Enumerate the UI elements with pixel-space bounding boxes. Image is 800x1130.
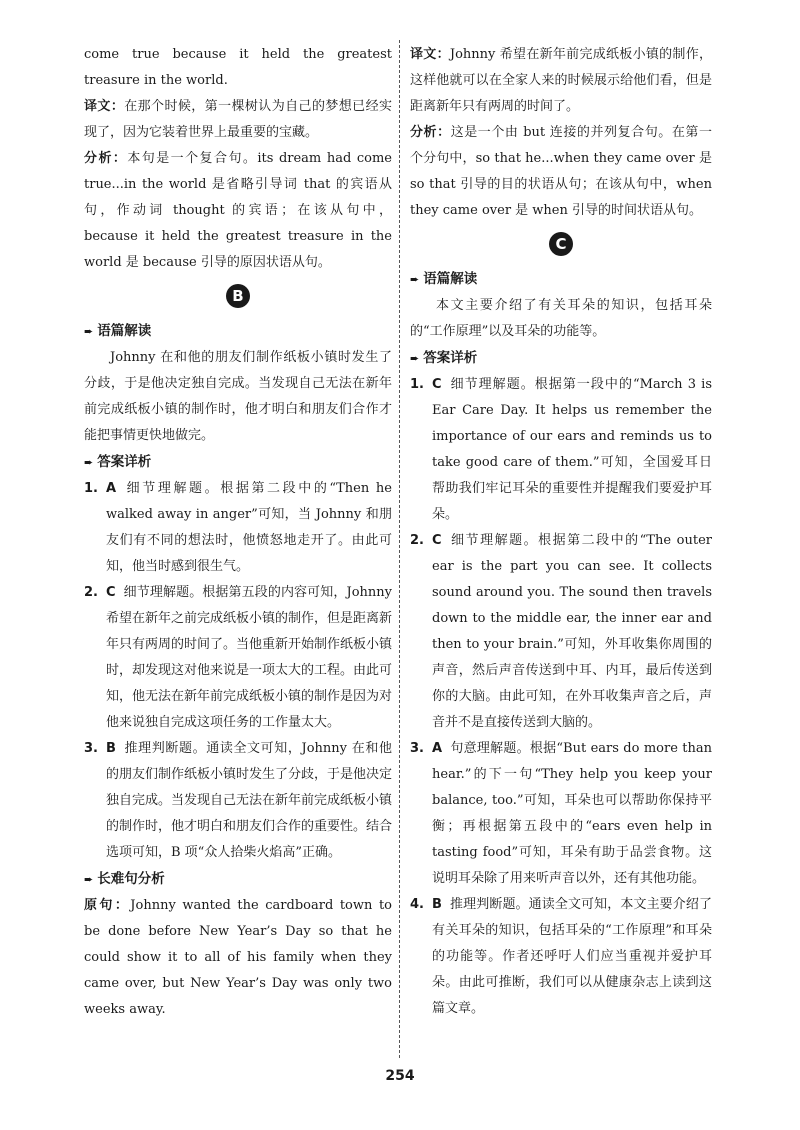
left-column bbox=[84, 42, 392, 1023]
answer-number: 3. bbox=[84, 741, 98, 756]
translation-text: 在那个时候，第一棵树认为自己的梦想已经实现了，因为它装着世界上最重要的宝藏。 bbox=[84, 99, 392, 140]
answer-letter: B bbox=[106, 741, 116, 756]
section-heading bbox=[84, 318, 392, 345]
translation-label: 译文： bbox=[84, 99, 125, 114]
answer-text: 细节理解题。根据第二段中的“The outer ear is the part you can see. It collects sound around you. The sound then travels down to the middle ear, the inner ear and then to your brain.”可知，外耳收集你周围的声音，然后声音传送到中耳、内耳，最后传送到你的大脑。由此可知，在外耳收集声音之后，声音并不是直接传送到大脑的。 bbox=[432, 533, 712, 730]
answer-text: 细节理解题。根据第五段的内容可知，Johnny 希望在新年之前完成纸板小镇的制作，但是距离新年只有两周的时间了。当他重新开始制作纸板小镇时，却发现这对他来说是一项太大的工程。由此可知，他无法在新年前完成纸板小镇的制作是因为对他来说独自完成这项任务的工作量太大。 bbox=[106, 585, 393, 730]
analysis-paragraph bbox=[84, 146, 392, 276]
arrow-icon: ➨ bbox=[410, 352, 420, 365]
right-column bbox=[410, 42, 712, 1022]
answer-text: 细节理解题。根据第二段中的“Then he walked away in anger”可知，当 Johnny 和朋友们有不同的想法时，他愤怒地走开了。由此可知，他当时感到很生气。 bbox=[106, 481, 392, 574]
column-divider bbox=[399, 40, 400, 1058]
analysis-paragraph bbox=[410, 120, 712, 224]
reading-summary: Johnny 在和他的朋友们制作纸板小镇时发生了分歧，于是他决定独自完成。当发现自己无法在新年前完成纸板小镇的制作时，他才明白和朋友们合作才能把事情更快地做完。 bbox=[84, 350, 392, 443]
original-label: 原句： bbox=[84, 898, 131, 913]
original-sentence bbox=[84, 893, 392, 1023]
section-c-marker bbox=[410, 232, 712, 262]
translation-paragraph bbox=[410, 42, 712, 120]
arrow-icon: ➨ bbox=[84, 873, 94, 886]
answer-letter: C bbox=[432, 533, 442, 548]
section-heading bbox=[84, 449, 392, 476]
answer-item bbox=[410, 528, 712, 736]
analysis-text: 这是一个由 but 连接的并列复合句。在第一个分句中，so that he...when they came over 是 so that 引导的目的状语从句；在该从句中，when they came over 是 when 引导的时间状语从句。 bbox=[410, 125, 712, 218]
answer-number: 2. bbox=[410, 533, 424, 548]
answer-letter: A bbox=[432, 741, 443, 756]
answer-text: 推理判断题。通读全文可知，本文主要介绍了有关耳朵的知识，包括耳朵的“工作原理”和耳朵的功能等。作者还呼吁人们应当重视并爱护耳朵。由此可推断，我们可以从健康杂志上读到这篇文章。 bbox=[432, 897, 712, 1016]
translation-text: Johnny 希望在新年前完成纸板小镇的制作，这样他就可以在全家人来的时候展示给他们看，但是距离新年只有两周的时间了。 bbox=[410, 47, 712, 114]
section-b-marker bbox=[84, 284, 392, 314]
answer-text: 细节理解题。根据第一段中的“March 3 is Ear Care Day. It helps us remember the importance of our ears and reminds us to take good care of them.”可知，全国爱耳日帮助我们牢记耳朵的重要性并提醒我们要爱护耳朵。 bbox=[432, 377, 712, 522]
answer-number: 1. bbox=[84, 481, 98, 496]
analysis-label: 分析： bbox=[410, 125, 451, 140]
section-heading bbox=[84, 866, 392, 893]
answer-letter: C bbox=[106, 585, 116, 600]
heading-text: 语篇解读 bbox=[97, 323, 152, 339]
answer-number: 3. bbox=[410, 741, 424, 756]
original-text: Johnny wanted the cardboard town to be done before New Year’s Day so that he could show it to all of his family when they came over, but New Year’s Day was only two weeks away. bbox=[84, 898, 392, 1017]
heading-text: 长难句分析 bbox=[97, 871, 165, 887]
translation-label: 译文： bbox=[410, 47, 450, 62]
answer-item bbox=[84, 476, 392, 580]
section-badge: B bbox=[226, 284, 250, 308]
answer-letter: A bbox=[106, 481, 117, 496]
arrow-icon: ➨ bbox=[410, 273, 420, 286]
answer-text: 句意理解题。根据“But ears do more than hear.”的下一句“They help you keep your balance, too.”可知，耳朵也可以帮助你保持平衡；再根据第五段中的“ears even help in tasting food”可知，耳朵有助于品尝食物。这说明耳朵除了用来听声音以外，还有其他功能。 bbox=[432, 741, 712, 886]
answer-letter: B bbox=[432, 897, 442, 912]
answer-number: 4. bbox=[410, 897, 424, 912]
section-heading bbox=[410, 266, 712, 293]
analysis-label: 分析： bbox=[84, 151, 128, 166]
answer-letter: C bbox=[432, 377, 442, 392]
analysis-text: 本句是一个复合句。its dream had come true...in the world 是省略引导词 that 的宾语从句，作动词 thought 的宾语；在该从句中，because it held the greatest treasure in the world 是 because 引导的原因状语从句。 bbox=[84, 151, 392, 270]
answer-item bbox=[410, 736, 712, 892]
arrow-icon: ➨ bbox=[84, 325, 94, 338]
answer-item bbox=[410, 372, 712, 528]
reading-summary: 本文主要介绍了有关耳朵的知识，包括耳朵的“工作原理”以及耳朵的功能等。 bbox=[410, 298, 712, 339]
arrow-icon: ➨ bbox=[84, 456, 94, 469]
translation-paragraph bbox=[84, 94, 392, 146]
continued-sentence: come true because it held the greatest treasure in the world. bbox=[84, 47, 392, 88]
heading-text: 答案详析 bbox=[423, 350, 478, 366]
answer-item bbox=[84, 736, 392, 866]
heading-text: 答案详析 bbox=[97, 454, 152, 470]
section-heading bbox=[410, 345, 712, 372]
answer-number: 2. bbox=[84, 585, 98, 600]
answer-number: 1. bbox=[410, 377, 424, 392]
answer-text: 推理判断题。通读全文可知，Johnny 在和他的朋友们制作纸板小镇时发生了分歧，于是他决定独自完成。当发现自己无法在新年前完成纸板小镇的制作时，他才明白和朋友们合作的重要性。结合选项可知，B 项“众人拾柴火焰高”正确。 bbox=[106, 741, 393, 860]
answer-item bbox=[410, 892, 712, 1022]
heading-text: 语篇解读 bbox=[423, 271, 478, 287]
section-badge: C bbox=[549, 232, 573, 256]
answer-item bbox=[84, 580, 392, 736]
page-number: 254 bbox=[385, 1068, 415, 1084]
